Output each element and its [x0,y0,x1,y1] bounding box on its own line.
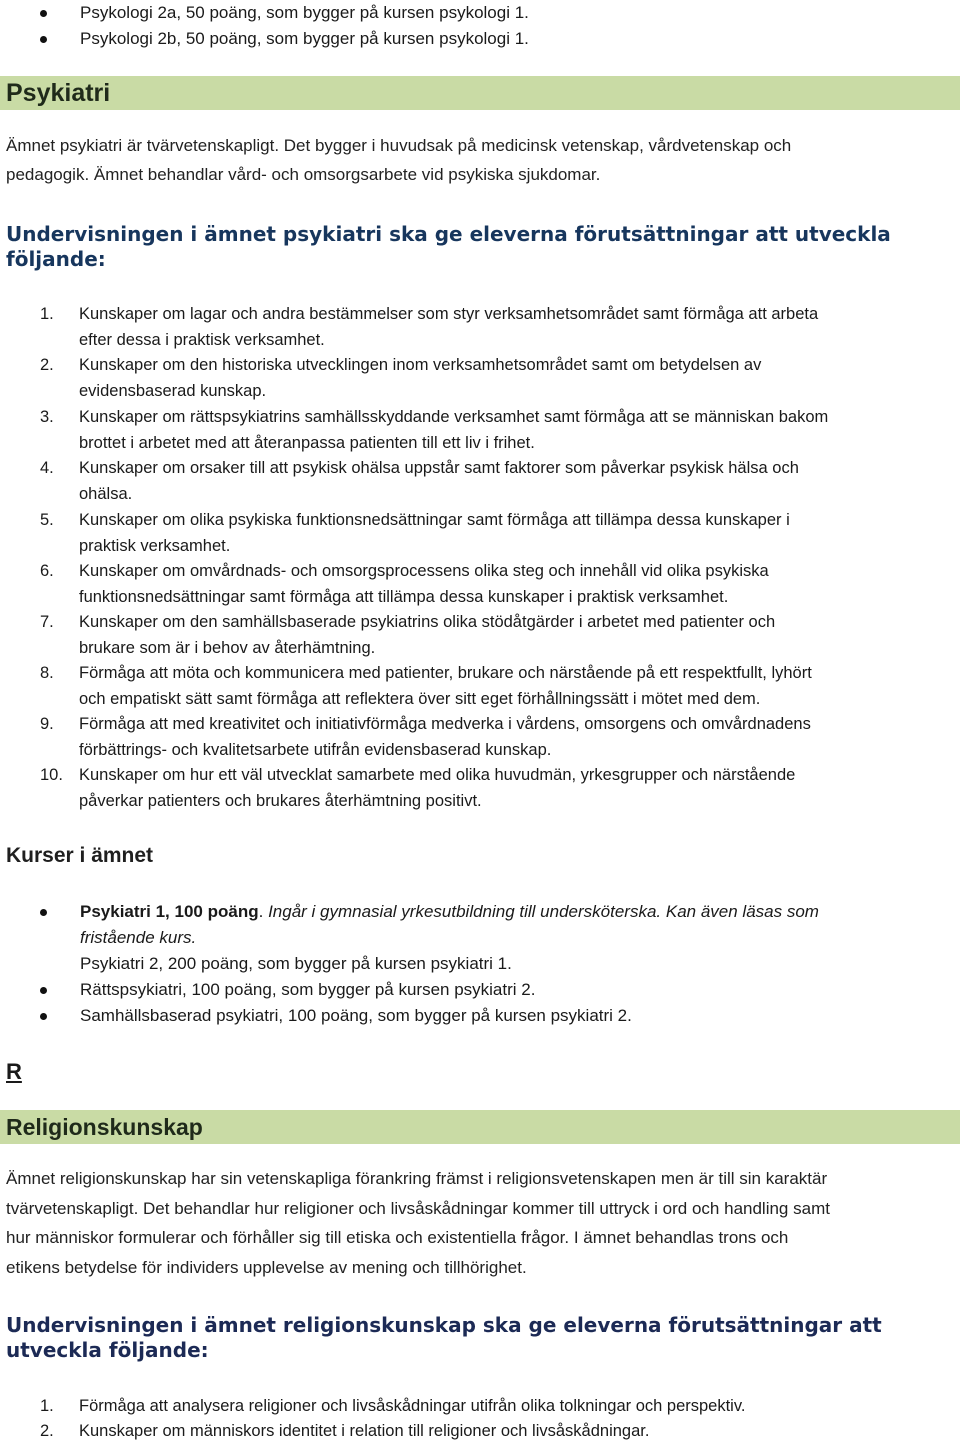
item-text: Kunskaper om omvårdnads- och omsorgsprocessens olika steg och innehåll vid olika psykiska [79,562,769,580]
bullet-icon [40,10,47,17]
item-number: 10. [40,766,63,784]
course-name: Psykiatri 1, 100 poäng [80,902,259,921]
item-text: Förmåga att analysera religioner och livsåskådningar utifrån olika tolkningar och perspektiv. [79,1397,746,1415]
course-text: Samhällsbaserad psykiatri, 100 poäng, som bygger på kursen psykiatri 2. [80,1006,632,1025]
item-number: 2. [40,356,54,374]
goals-heading-line: följande: [6,247,106,271]
bullet-icon [40,987,47,994]
intro-line: Ämnet psykiatri är tvärvetenskapligt. Det bygger i huvudsak på medicinsk vetenskap, vårdvetenskap och [6,136,792,155]
item-text: Kunskaper om den samhällsbaserade psykiatrins olika stödåtgärder i arbetet med patienter och [79,613,776,631]
intro-line: pedagogik. Ämnet behandlar vård- och omsorgsarbete vid psykiska sjukdomar. [6,165,601,184]
item-text: brottet i arbetet med att återanpassa patienten till ett liv i frihet. [79,434,535,452]
item-text: evidensbaserad kunskap. [79,382,267,400]
item-number: 2. [40,1422,54,1440]
section-band-psykiatri [0,76,960,110]
item-text: Förmåga att med kreativitet och initiativförmåga medverka i vårdens, omsorgens och omvårdnadens [79,715,811,733]
course-note: fristående kurs. [80,928,197,947]
item-text: efter dessa i praktisk verksamhet. [79,331,325,349]
item-text: Kunskaper om orsaker till att psykisk ohälsa uppstår samt faktorer som påverkar psykisk hälsa och [79,459,799,477]
item-text: Kunskaper om människors identitet i relation till religioner och livsåskådningar. [79,1422,650,1440]
intro-paragraph [6,1164,952,1282]
course-note: Ingår i gymnasial yrkesutbildning till undersköterska. Kan även läsas som [268,902,819,921]
item-number: 8. [40,664,54,682]
item-number: 5. [40,511,54,529]
item-text: Kunskaper om hur ett väl utvecklat samarbete med olika huvudmän, yrkesgrupper och närstående [79,766,796,784]
intro-line: etikens betydelse för individers upplevelse av mening och tillhörighet. [6,1257,527,1277]
goals-heading-line: utveckla följande: [6,1338,209,1362]
item-text: påverkar patienters och brukares återhämtning positivt. [79,792,482,810]
section-title: Psykiatri [6,79,111,107]
item-text: och empatiskt sätt samt förmåga att reflektera över sitt eget förhållningssätt i mötet med dem. [79,690,761,708]
bullet-icon [40,36,47,43]
item-text: Kunskaper om den historiska utvecklingen inom verksamhetsområdet samt om betydelsen av [79,356,762,374]
item-text: Kunskaper om lagar och andra bestämmelser som styr verksamhetsområdet samt förmåga att arbeta [79,305,819,323]
item-number: 1. [40,1397,54,1415]
course-text [80,899,950,977]
goals-heading-line: Undervisningen i ämnet psykiatri ska ge eleverna förutsättningar att utveckla [6,222,891,246]
item-text: funktionsnedsättningar samt förmåga att tillämpa dessa kunskaper i praktisk verksamhet. [79,588,729,606]
item-number: 1. [40,305,54,323]
intro-line: hur människor formulerar och förhåller sig till etiska och existentiella frågor. I ämnet behandlas trons och [6,1228,789,1247]
item-text: Kunskaper om rättspsykiatrins samhällsskyddande verksamhet samt förmåga att se människan bakom [79,408,829,426]
item-number: 4. [40,459,54,477]
bullet-icon [40,1013,47,1020]
bullet-icon [40,909,47,916]
intro-line: Ämnet religionskunskap har sin vetenskapliga förankring främst i religionsvetenskapen men är till sin karaktär [6,1169,828,1188]
item-number: 6. [40,562,54,580]
intro-line: tvärvetenskapligt. Det behandlar hur religioner och livsåskådningar kommer till uttryck i ord och handling samt [6,1198,830,1218]
item-text: Kunskaper om olika psykiska funktionsnedsättningar samt förmåga att tillämpa dessa kunskaper i [79,511,790,529]
item-text: förbättrings- och kvalitetsarbete utifrån evidensbaserad kunskap. [79,741,552,759]
letter-heading: R [6,1059,22,1084]
course-period: . [258,902,264,921]
goals-heading [6,222,952,272]
section-title: Religionskunskap [6,1114,203,1140]
course-text-extra: Psykiatri 2, 200 poäng, som bygger på kursen psykiatri 1. [80,954,512,973]
course-text: Rättspsykiatri, 100 poäng, som bygger på kursen psykiatri 2. [80,980,536,999]
goals-heading-line: Undervisningen i ämnet religionskunskap ska ge eleverna förutsättningar att [6,1313,882,1337]
goals-heading [6,1313,952,1363]
course-text: Psykologi 2a, 50 poäng, som bygger på kursen psykologi 1. [80,3,529,22]
section-band-religionskunskap [0,1110,960,1144]
courses-heading: Kurser i ämnet [6,844,154,867]
item-text: Förmåga att möta och kommunicera med patienter, brukare och närstående på ett respektfullt, lyhört [79,664,812,682]
course-text: Psykologi 2b, 50 poäng, som bygger på kursen psykologi 1. [80,29,529,48]
item-text: brukare som är i behov av återhämtning. [79,639,376,657]
item-number: 7. [40,613,54,631]
item-text: ohälsa. [79,485,133,503]
item-number: 3. [40,408,54,426]
item-text: praktisk verksamhet. [79,537,231,555]
intro-paragraph [6,131,952,189]
item-number: 9. [40,715,54,733]
